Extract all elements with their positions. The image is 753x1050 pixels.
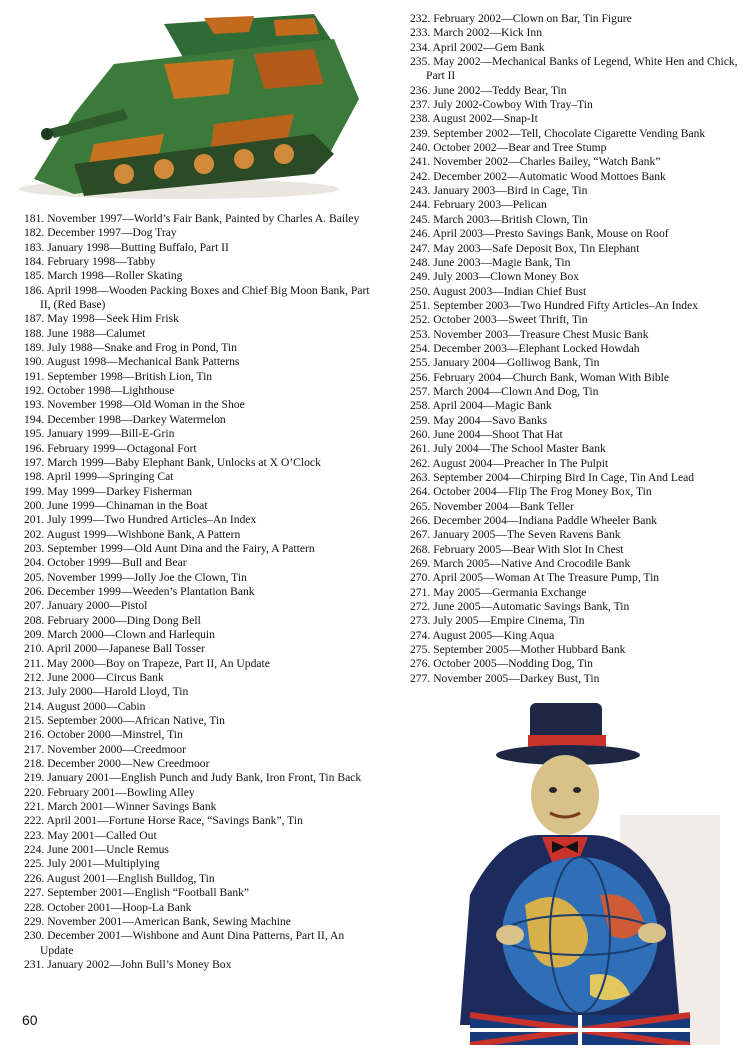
bank-list-right-column	[410, 12, 740, 686]
list-item: 190. August 1998—Mechanical Bank Patterns	[24, 355, 240, 369]
list-item: 210. April 2000—Japanese Ball Tosser	[24, 642, 205, 656]
list-item: 207. January 2000—Pistol	[24, 599, 148, 613]
list-item: 217. November 2000—Creedmoor	[24, 742, 186, 756]
list-item: 221. March 2001—Winner Savings Bank	[24, 800, 217, 814]
list-item: 193. November 1998—Old Woman in the Shoe	[24, 398, 245, 412]
list-item: 191. September 1998—British Lion, Tin	[24, 369, 213, 383]
list-item: 230. December 2001—Wishbone and Aunt Dina Patterns, Part II, An Update	[24, 929, 345, 957]
list-item: 226. August 2001—English Bulldog, Tin	[24, 871, 215, 885]
list-item: 214. August 2000—Cabin	[24, 699, 146, 713]
list-item: 259. May 2004—Savo Banks	[410, 413, 548, 427]
list-item: 185. March 1998—Roller Skating	[24, 269, 183, 283]
list-item: 203. September 1999—Old Aunt Dina and the Fairy, A Pattern	[24, 541, 315, 555]
list-item: 264. October 2004—Flip The Frog Money Box, Tin	[410, 485, 652, 499]
list-item: 225. July 2001—Multiplying	[24, 857, 160, 871]
list-item: 197. March 1999—Baby Elephant Bank, Unlocks at X O’Clock	[24, 455, 321, 469]
list-item: 244. February 2003—Pelican	[410, 198, 547, 212]
list-item: 248. June 2003—Magie Bank, Tin	[410, 255, 571, 269]
list-item: 254. December 2003—Elephant Locked Howdah	[410, 341, 640, 355]
list-item: 192. October 1998—Lighthouse	[24, 384, 175, 398]
list-item: 232. February 2002—Clown on Bar, Tin Figure	[410, 12, 632, 25]
list-item: 231. January 2002—John Bull’s Money Box	[24, 957, 232, 971]
list-item: 251. September 2003—Two Hundred Fifty Articles–An Index	[410, 298, 699, 312]
list-item: 216. October 2000—Minstrel, Tin	[24, 728, 183, 742]
list-item: 247. May 2003—Safe Deposit Box, Tin Elephant	[410, 241, 640, 255]
list-item: 228. October 2001—Hoop-La Bank	[24, 900, 192, 914]
list-item: 204. October 1999—Bull and Bear	[24, 556, 187, 570]
bank-list-left-column	[24, 212, 376, 972]
list-item: 222. April 2001—Fortune Horse Race, “Savings Bank”, Tin	[24, 814, 303, 828]
list-item: 195. January 1999—Bill-E-Grin	[24, 427, 175, 441]
list-item: 274. August 2005—King Aqua	[410, 628, 555, 642]
list-item: 215. September 2000—African Native, Tin	[24, 714, 225, 728]
list-item: 202. August 1999—Wishbone Bank, A Pattern	[24, 527, 241, 541]
list-item: 206. December 1999—Weeden’s Plantation Bank	[24, 584, 255, 598]
list-item: 211. May 2000—Boy on Trapeze, Part II, An Update	[24, 656, 270, 670]
list-item: 199. May 1999—Darkey Fisherman	[24, 484, 193, 498]
list-item: 253. November 2003—Treasure Chest Music Bank	[410, 327, 649, 341]
list-item: 212. June 2000—Circus Bank	[24, 671, 164, 684]
globe-figure-bank-photo	[430, 695, 726, 1045]
list-item: 270. April 2005—Woman At The Treasure Pump, Tin	[410, 571, 660, 585]
list-item: 245. March 2003—British Clown, Tin	[410, 212, 588, 226]
list-item: 183. January 1998—Butting Buffalo, Part II	[24, 240, 229, 254]
list-item: 266. December 2004—Indiana Paddle Wheeler Bank	[410, 514, 658, 528]
list-item: 238. August 2002—Snap-It	[410, 112, 538, 126]
list-item: 236. June 2002—Teddy Bear, Tin	[410, 83, 567, 97]
list-item: 186. April 1998—Wooden Packing Boxes and Chief Big Moon Bank, Part II, (Red Base)	[24, 283, 370, 312]
list-item: 242. December 2002—Automatic Wood Mottoes Bank	[410, 169, 666, 183]
list-item: 201. July 1999—Two Hundred Articles–An Index	[24, 513, 257, 527]
list-item: 261. July 2004—The School Master Bank	[410, 442, 606, 456]
list-item: 233. March 2002—Kick Inn	[410, 26, 543, 40]
list-item: 223. May 2001—Called Out	[24, 828, 157, 842]
list-item: 272. June 2005—Automatic Savings Bank, Tin	[410, 600, 630, 614]
list-item: 267. January 2005—The Seven Ravens Bank	[410, 528, 621, 542]
list-item: 246. April 2003—Presto Savings Bank, Mouse on Roof	[410, 227, 669, 241]
list-item: 189. July 1988—Snake and Frog in Pond, Tin	[24, 341, 237, 355]
list-item: 237. July 2002-Cowboy With Tray–Tin	[410, 98, 593, 112]
list-item: 187. May 1998—Seek Him Frisk	[24, 312, 179, 326]
list-item: 277. November 2005—Darkey Bust, Tin	[410, 671, 600, 685]
list-item: 256. February 2004—Church Bank, Woman With Bible	[410, 370, 670, 384]
list-item: 224. June 2001—Uncle Remus	[24, 843, 169, 857]
list-item: 200. June 1999—Chinaman in the Boat	[24, 498, 208, 512]
list-item: 227. September 2001—English “Football Bank”	[24, 886, 250, 900]
page-number: 60	[22, 1012, 38, 1028]
list-item: 265. November 2004—Bank Teller	[410, 499, 574, 513]
list-item: 194. December 1998—Darkey Watermelon	[24, 412, 226, 426]
list-item: 260. June 2004—Shoot That Hat	[410, 427, 563, 441]
list-item: 181. November 1997—World’s Fair Bank, Painted by Charles A. Bailey	[24, 212, 360, 225]
list-item: 263. September 2004—Chirping Bird In Cage, Tin And Lead	[410, 471, 695, 484]
list-item: 188. June 1988—Calumet	[24, 326, 146, 340]
list-item: 257. March 2004—Clown And Dog, Tin	[410, 384, 599, 398]
list-item: 243. January 2003—Bird in Cage, Tin	[410, 184, 588, 198]
list-item: 208. February 2000—Ding Dong Bell	[24, 613, 201, 627]
list-item: 196. February 1999—Octagonal Fort	[24, 441, 197, 455]
list-item: 258. April 2004—Magic Bank	[410, 399, 552, 413]
list-item: 219. January 2001—English Punch and Judy Bank, Iron Front, Tin Back	[24, 771, 362, 785]
list-item: 213. July 2000—Harold Lloyd, Tin	[24, 685, 189, 699]
list-item: 218. December 2000—New Creedmoor	[24, 757, 210, 771]
list-item: 209. March 2000—Clown and Harlequin	[24, 627, 215, 641]
list-item: 184. February 1998—Tabby	[24, 255, 156, 269]
list-item: 240. October 2002—Bear and Tree Stump	[410, 141, 607, 155]
list-item: 241. November 2002—Charles Bailey, “Watch Bank”	[410, 155, 661, 169]
list-item: 250. August 2003—Indian Chief Bust	[410, 284, 587, 298]
list-item: 255. January 2004—Golliwog Bank, Tin	[410, 356, 600, 370]
list-item: 235. May 2002—Mechanical Banks of Legend, White Hen and Chick, Part II	[410, 55, 738, 83]
list-item: 276. October 2005—Nodding Dog, Tin	[410, 657, 593, 671]
list-item: 249. July 2003—Clown Money Box	[410, 270, 580, 284]
list-item: 275. September 2005—Mother Hubbard Bank	[410, 643, 626, 657]
list-item: 198. April 1999—Springing Cat	[24, 470, 174, 484]
list-item: 269. March 2005—Native And Crocodile Bank	[410, 557, 631, 571]
list-item: 268. February 2005—Bear With Slot In Chest	[410, 542, 624, 556]
list-item: 252. October 2003—Sweet Thrift, Tin	[410, 313, 588, 327]
list-item: 229. November 2001—American Bank, Sewing Machine	[24, 914, 291, 928]
list-item: 220. February 2001—Bowling Alley	[24, 785, 195, 799]
list-item: 205. November 1999—Jolly Joe the Clown, Tin	[24, 570, 247, 584]
list-item: 273. July 2005—Empire Cinema, Tin	[410, 614, 585, 628]
list-item: 271. May 2005—Germania Exchange	[410, 585, 587, 599]
tank-bank-photo	[14, 4, 370, 204]
list-item: 234. April 2002—Gem Bank	[410, 40, 545, 54]
list-item: 182. December 1997—Dog Tray	[24, 226, 177, 240]
list-item: 239. September 2002—Tell, Chocolate Cigarette Vending Bank	[410, 126, 706, 140]
list-item: 262. August 2004—Preacher In The Pulpit	[410, 456, 609, 470]
